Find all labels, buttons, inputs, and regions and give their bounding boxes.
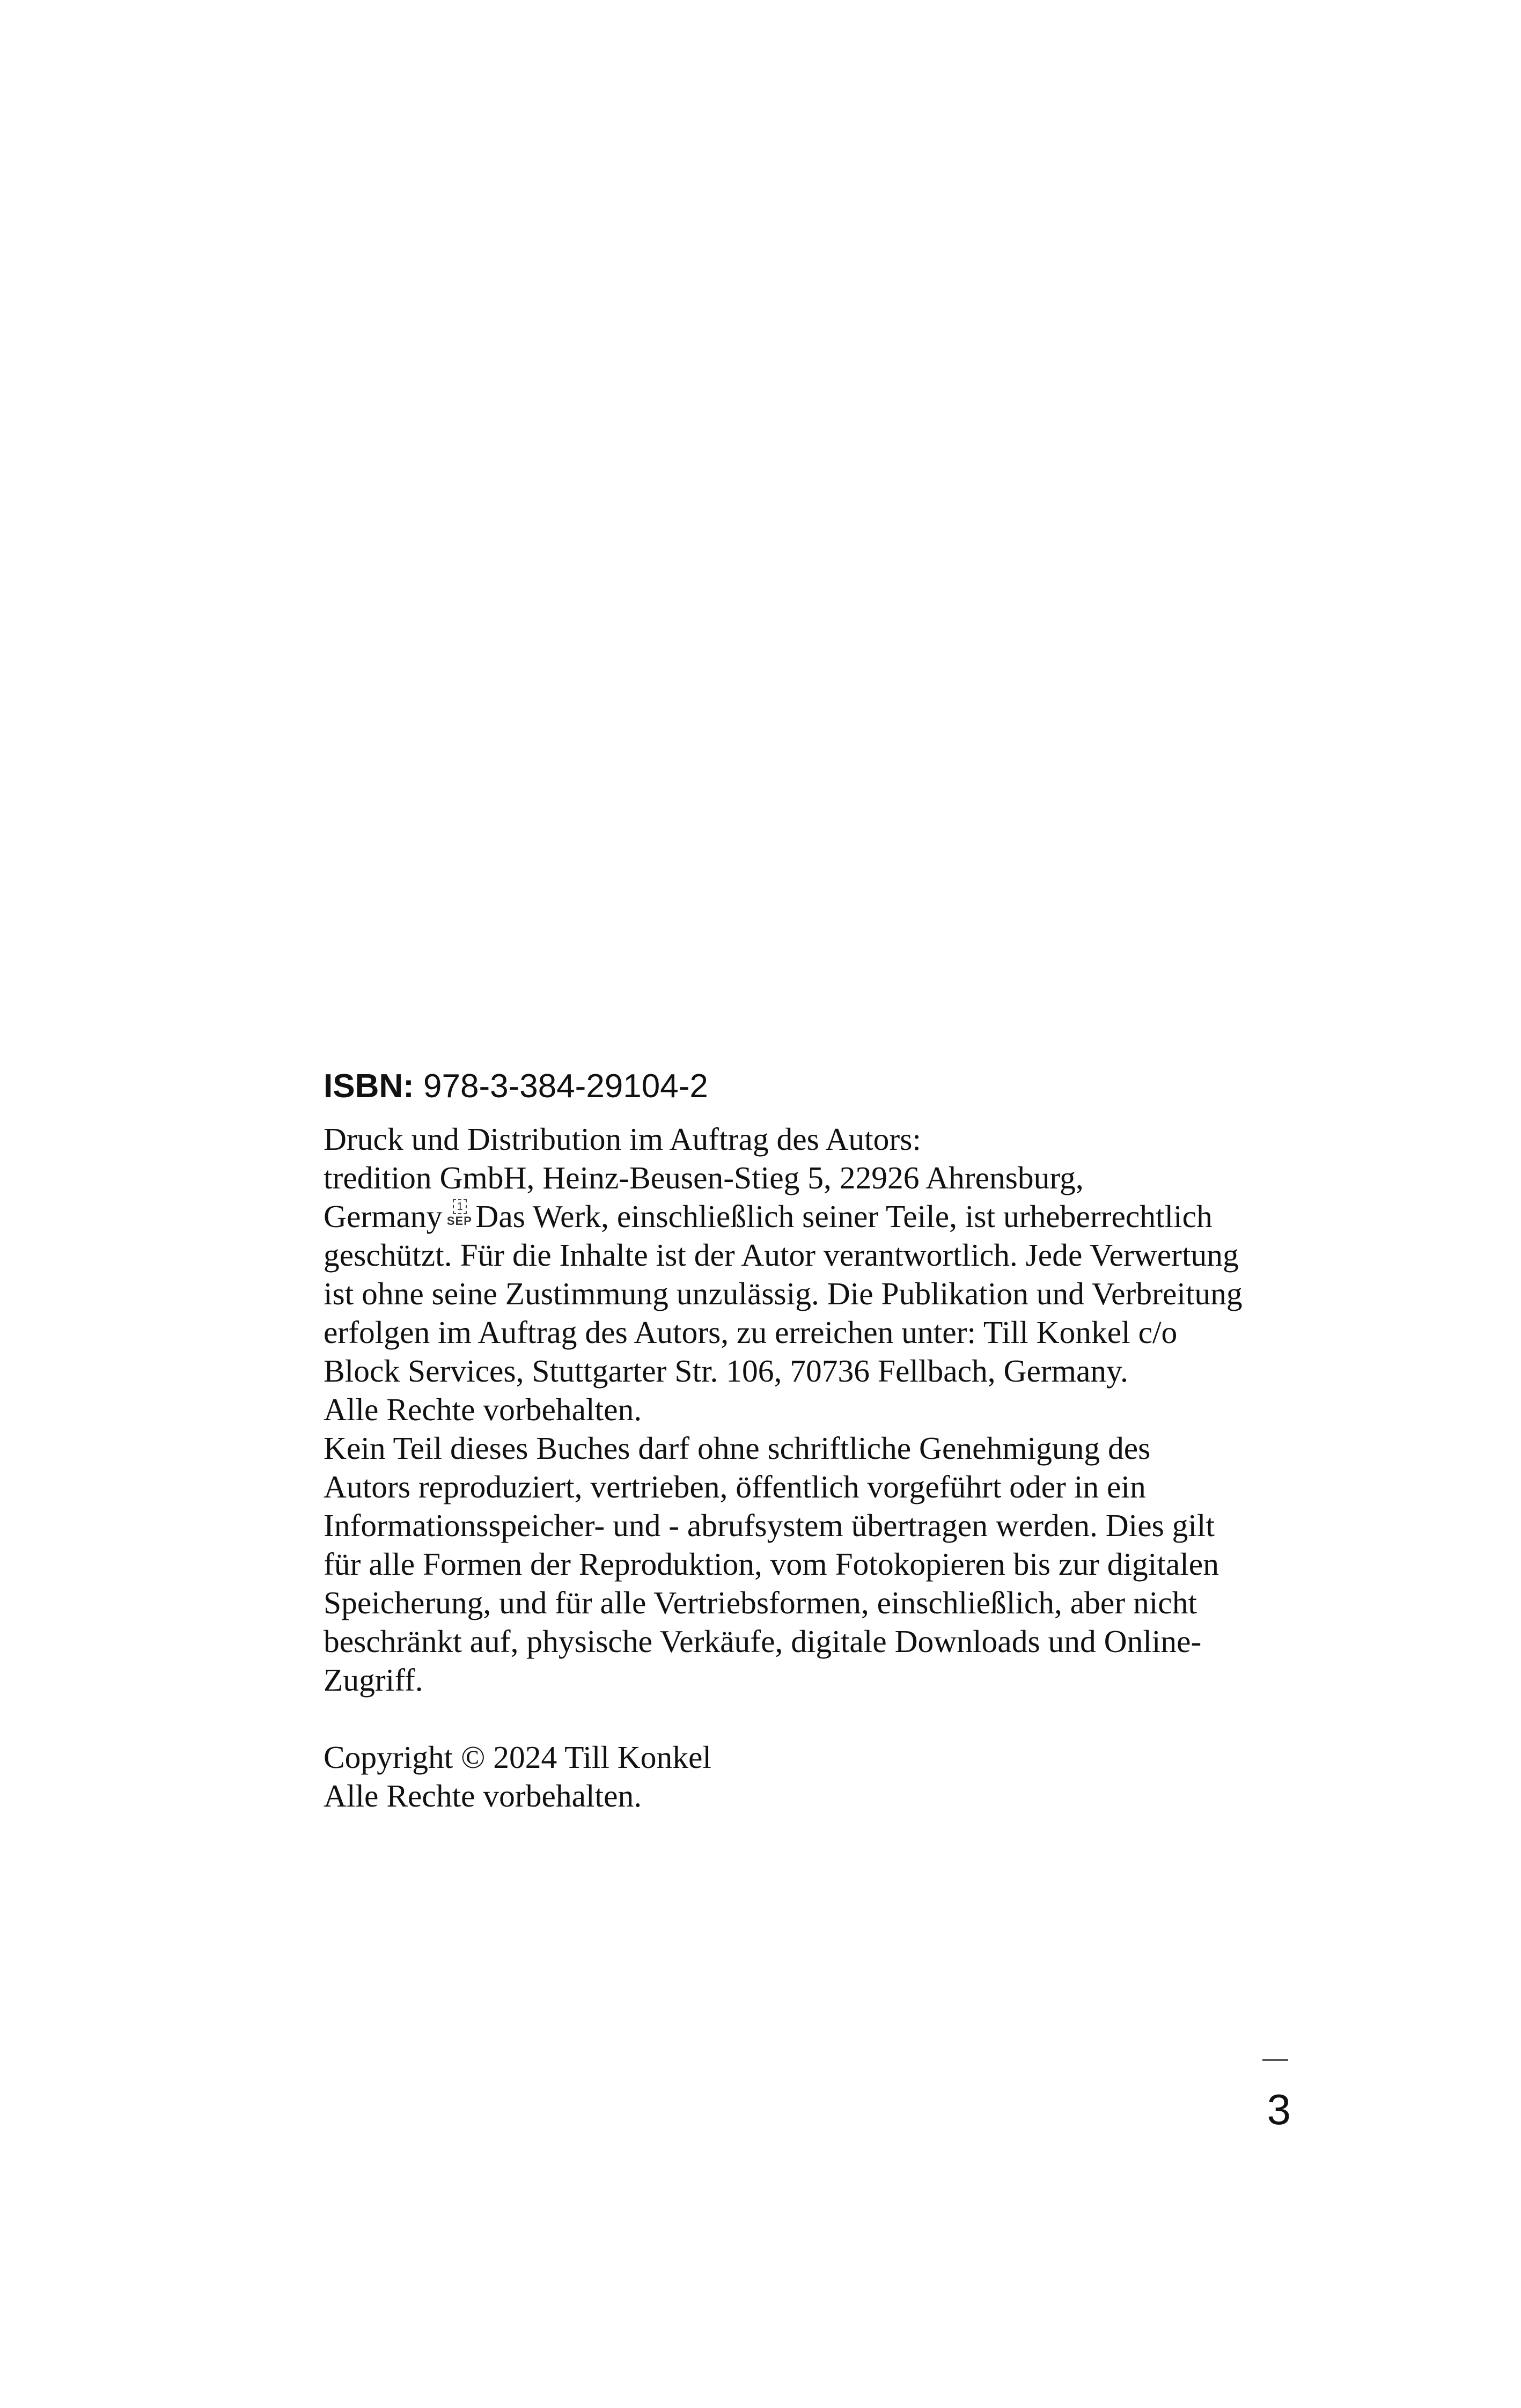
- text-line: Autors reproduziert, vertrieben, öffentlich vorgeführt oder in ein: [324, 1469, 1146, 1504]
- text-line: Informationsspeicher- und - abrufsystem übertragen werden. Dies gilt: [324, 1508, 1215, 1543]
- text-line: erfolgen im Auftrag des Autors, zu erreichen unter: Till Konkel c/o: [324, 1315, 1178, 1350]
- text-line: Speicherung, und für alle Vertriebsformen, einschließlich, aber nicht: [324, 1585, 1197, 1620]
- isbn-line: [324, 1065, 1305, 1108]
- text-line: Block Services, Stuttgarter Str. 106, 70736 Fellbach, Germany.: [324, 1353, 1128, 1389]
- imprint-block: [324, 1065, 1305, 1815]
- page-number: 3: [1267, 2086, 1291, 2133]
- separator-control-glyph-icon: 1 SEP: [444, 1200, 474, 1229]
- rights-line: Alle Rechte vorbehalten.: [324, 1778, 642, 1814]
- text-line: für alle Formen der Reproduktion, vom Fotokopieren bis zur digitalen: [324, 1546, 1219, 1582]
- paragraph-spacer: [324, 1699, 1305, 1738]
- text-line-with-separator: [324, 1197, 1305, 1236]
- text-line: Kein Teil dieses Buches darf ohne schriftliche Genehmigung des: [324, 1430, 1151, 1466]
- isbn-label: ISBN:: [324, 1068, 414, 1105]
- text-line: geschützt. Für die Inhalte ist der Autor verantwortlich. Jede Verwertung: [324, 1237, 1239, 1273]
- text-line: beschränkt auf, physische Verkäufe, digitale Downloads und Online-: [324, 1624, 1202, 1659]
- imprint-paragraph: [324, 1120, 1305, 1815]
- text-line: Zugriff.: [324, 1662, 423, 1698]
- text-line: ist ohne seine Zustimmung unzulässig. Die Publikation und Verbreitung: [324, 1276, 1243, 1311]
- isbn-value: 978-3-384-29104-2: [423, 1068, 708, 1105]
- text-line: tredition GmbH, Heinz-Beusen-Stieg 5, 22926 Ahrensburg,: [324, 1160, 1084, 1195]
- text-line: Druck und Distribution im Auftrag des Autors:: [324, 1121, 921, 1157]
- text-line: Alle Rechte vorbehalten.: [324, 1392, 642, 1427]
- text-fragment: Das Werk, einschließlich seiner Teile, ist urheberrechtlich: [475, 1199, 1213, 1234]
- text-fragment: Germany: [324, 1199, 443, 1234]
- folio-rule: [1262, 2059, 1288, 2061]
- copyright-line: Copyright © 2024 Till Konkel: [324, 1739, 711, 1775]
